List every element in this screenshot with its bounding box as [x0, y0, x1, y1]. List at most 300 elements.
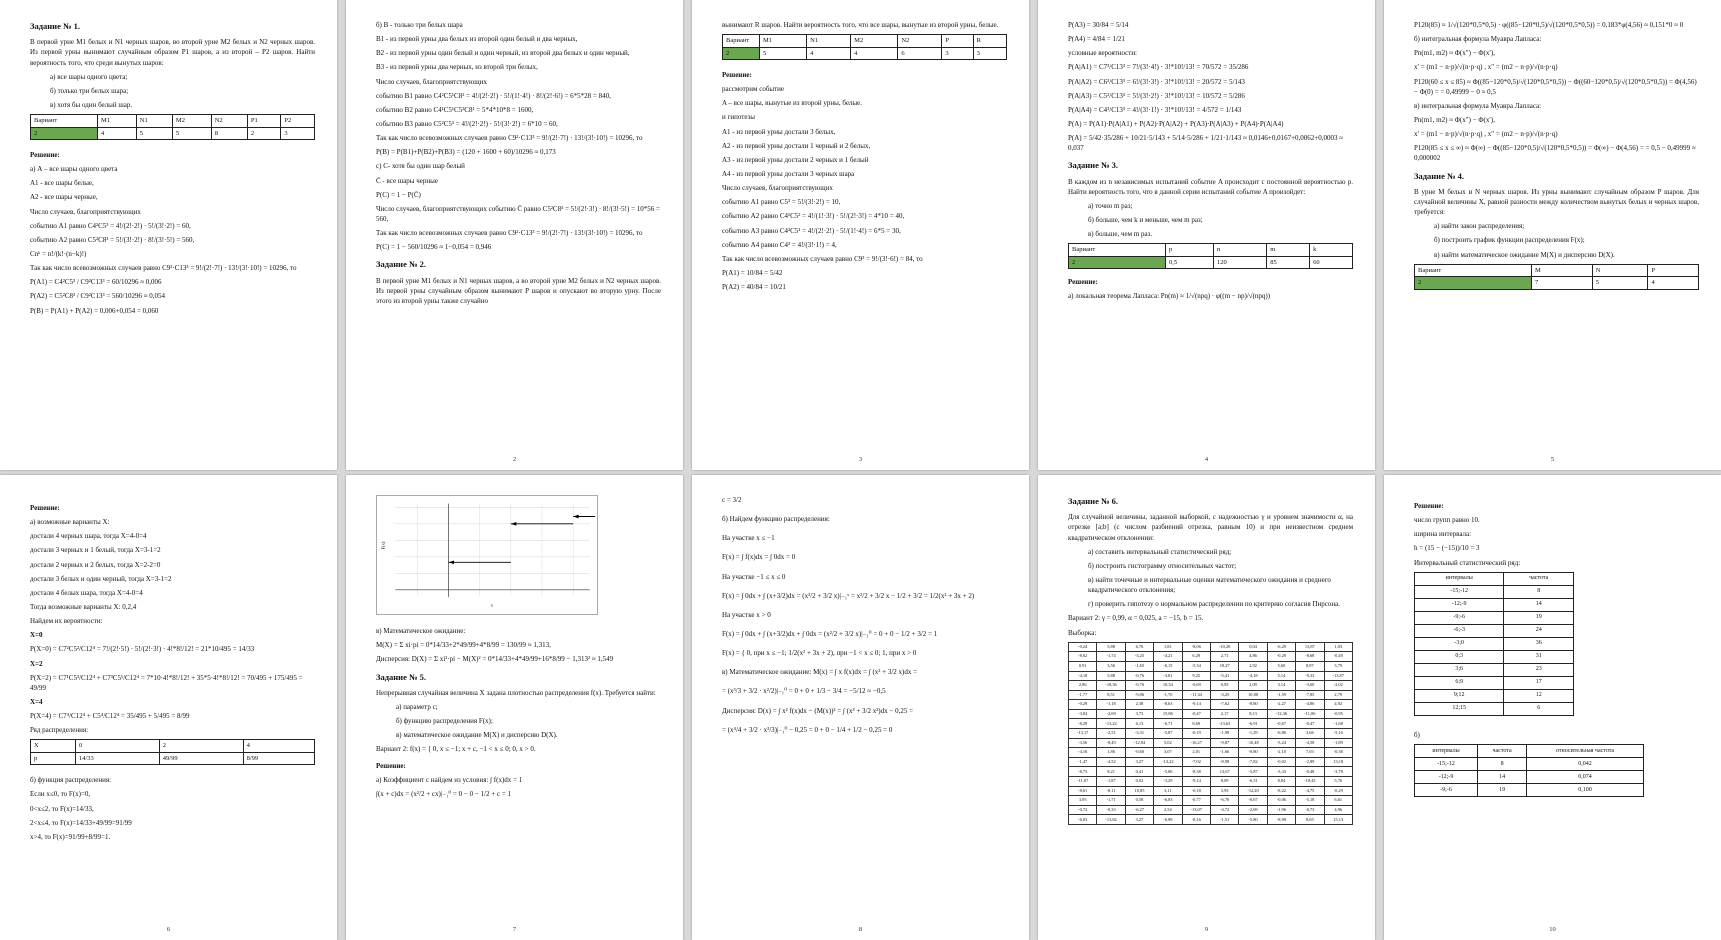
interval-cell: 12;15 — [1415, 702, 1504, 715]
sample-cell: -1,96 — [1267, 805, 1295, 815]
sample-cell: -0,95 — [1324, 709, 1352, 719]
sample-cell: 6,29 — [1182, 652, 1210, 662]
sample-cell: -0,67 — [1239, 796, 1267, 806]
sample-cell: 4,92 — [1324, 700, 1352, 710]
sample-cell: -10,28 — [1210, 642, 1238, 652]
text-line: Cnᵏ = n!/(k!·(n−k)!) — [30, 249, 87, 258]
text-line: Так как число всевозможных случаев равно C9³ = 9!/(3!·6!) = 84, то — [722, 254, 923, 263]
interval-cell: 17 — [1504, 676, 1574, 689]
text-line: P120(85 ≤ x ≤ ∞) ≈ Φ(∞) − Φ((85−120*0,5)/√(120*0,5*0,5)) = Φ(∞) − Φ(4,56) = = 0,5 − 0,49999 ≈ 0,000002 — [1414, 144, 1696, 163]
sample-cell: -6,31 — [1239, 777, 1267, 787]
td: 3 — [973, 47, 1006, 59]
solution-heading: Решение: — [30, 504, 60, 512]
sample-cell: 0,93 — [1210, 681, 1238, 691]
text-line: F(x) = ∫ 0dx + ∫ (x+3/2)dx = (x²/2 + 3/2 x)|₋₁ˣ = x²/2 + 3/2 x − 1/2 + 3/2 = 1/2(x² + 3x + 2) — [722, 591, 975, 600]
td: 2 — [159, 740, 243, 752]
task-6-title: Задание № 6. — [1068, 496, 1119, 506]
variant-table-1 — [30, 114, 315, 140]
sample-cell: 2,01 — [1182, 748, 1210, 758]
text-line: P120(85) ≈ 1/√(120*0,5*0,5) · φ((85−120*0,5)/√(120*0,5*0,5)) = 0,183*φ(4,56) ≈ 0,151*0 ≈ 0 — [1414, 21, 1684, 29]
page-number: 3 — [858, 455, 863, 463]
sample-cell: -8,38 — [1182, 767, 1210, 777]
interval-cell: 14 — [1504, 598, 1574, 611]
page-2 — [346, 0, 683, 470]
formula-x4: P(X=4) = C7⁴/C12⁴ + C5⁴/C12⁴ = 35/495 + 5/495 = 8/99 — [30, 712, 190, 721]
table-row — [1415, 624, 1574, 637]
page-1 — [0, 0, 337, 470]
sample-cell: -1,70 — [1154, 690, 1182, 700]
interval-cell: интервалы — [1415, 744, 1478, 757]
sample-cell: 0,58 — [1125, 796, 1153, 806]
option-b: б) функцию распределения F(x); — [396, 717, 493, 726]
text-line: событию A1 равно C5³ = 5!/(3!·2!) = 10, — [722, 198, 841, 207]
relative-frequency-table — [1414, 744, 1644, 797]
th: R — [973, 35, 1006, 47]
step-arrow-3 — [573, 515, 579, 519]
sample-cell: -8,90 — [1267, 815, 1295, 825]
sample-cell: -11,07 — [1069, 777, 1097, 787]
option-b: б) больше, чем k и меньше, чем m раз; — [1088, 216, 1203, 225]
text-line: Число случаев, благоприятствующих событию C̄ равно C5²C8³ = 5!/(2!·3!) · 8!/(3!·5!) = 10*56 = 560, — [376, 204, 660, 223]
option-c: в) больше, чем m раз. — [1088, 230, 1153, 239]
sample-cell: -2,10 — [1267, 748, 1295, 758]
variant-table-2 — [722, 34, 1007, 60]
sample-cell: -0,60 — [1125, 748, 1153, 758]
th: M — [1532, 264, 1593, 276]
sample-cell: -3,29 — [1154, 777, 1182, 787]
td: 60 — [1310, 256, 1353, 268]
page-number: 2 — [512, 455, 517, 463]
table-row — [1415, 689, 1574, 702]
table-row — [1069, 681, 1353, 691]
interval-cell: 3;6 — [1415, 663, 1504, 676]
sample-cell: 13,67 — [1210, 767, 1238, 777]
interval-cell: 9;12 — [1415, 689, 1504, 702]
td: 4 — [807, 47, 851, 59]
table-row — [1069, 671, 1353, 681]
sample-cell: 3,11 — [1154, 786, 1182, 796]
sample-cell: -4,52 — [1097, 757, 1125, 767]
solution-heading: Решение: — [722, 70, 752, 79]
laplace-local: а) локальная теорема Лапласа: Pn(m) ≈ 1/√(npq) · φ((m − np)/√(npq)) — [1068, 292, 1271, 301]
text-line: P(C) = 1 − 560/10296 ≈ 1−0,054 = 0,946 — [376, 243, 492, 252]
interval-width-formula: h = (15 − (−15))/10 = 3 — [1414, 544, 1480, 553]
table-row — [1415, 663, 1574, 676]
sample-cell: -5,41 — [1210, 671, 1238, 681]
text-line: событию A2 равно C5²C8³ = 5!/(3!·2!) · 8!/(3!·5!) = 560, — [30, 235, 195, 244]
sample-cell: -3,56 — [1069, 738, 1097, 748]
table-row — [1069, 652, 1353, 662]
interval-cell: 19 — [1504, 611, 1574, 624]
td: 5 — [172, 127, 211, 139]
solution-lines — [376, 626, 661, 664]
text-line: Число случаев, благоприятствующих — [30, 207, 141, 216]
sample-cell: -12,36 — [1267, 709, 1295, 719]
interval-cell: интервалы — [1415, 572, 1504, 585]
sample-cell: 9,25 — [1182, 671, 1210, 681]
task-6-variant: Вариант 2: γ = 0,99, α = 0,025, a = −15, b = 15. — [1068, 614, 1204, 623]
sample-cell: -3,25 — [1210, 690, 1238, 700]
td: 4 — [1648, 277, 1699, 289]
text-line: На участке x > 0 — [722, 610, 771, 619]
variant-cell: 2 — [31, 127, 98, 139]
page-5 — [1384, 0, 1721, 470]
sample-cell: -7,02 — [1182, 757, 1210, 767]
step-arrow-1 — [449, 561, 455, 565]
sample-cell: -9,06 — [1125, 690, 1153, 700]
sample-cell: -1,66 — [1210, 748, 1238, 758]
task-4-intro: В урне M белых и N черных шаров. Из урны вынимают случайным образом P шаров. Для случайной величины X, равной разности между количеством вынутых белых и черных шаров, требуется: — [1414, 187, 1699, 217]
table-row — [1069, 690, 1353, 700]
table-row — [1415, 770, 1644, 783]
interval-series-title: Интервальный статистический ряд: — [1414, 558, 1521, 567]
text-line: 0<x≤2, то F(x)=14/33, — [30, 804, 94, 813]
text-line: P(A1) = C4²C5³ / C9²C13³ = 60/10296 ≈ 0,006 — [30, 278, 162, 287]
td: 120 — [1214, 256, 1267, 268]
sample-cell: 8,09 — [1210, 777, 1238, 787]
sample-cell: -0,48 — [1296, 767, 1324, 777]
table-header-row — [1415, 744, 1644, 757]
sample-cell: -1,74 — [1097, 652, 1125, 662]
sample-table — [1068, 642, 1353, 825]
sample-cell: -18,36 — [1097, 681, 1125, 691]
sample-cell: 6,13 — [1125, 719, 1153, 729]
text-line: A2 - все шары черные, — [30, 193, 98, 202]
sample-cell: 1,81 — [1154, 642, 1182, 652]
page-number: 4 — [1204, 455, 1209, 463]
page-3 — [692, 0, 1029, 470]
sample-cell: -13,22 — [1097, 719, 1125, 729]
task-2-title: Задание № 2. — [376, 259, 427, 270]
td: 4 — [98, 127, 137, 139]
sample-cell: 8,69 — [1182, 719, 1210, 729]
sample-cell: 2,17 — [1210, 709, 1238, 719]
table-row — [1069, 719, 1353, 729]
task-3-options — [1068, 201, 1353, 239]
option-c: в) математическое ожидание M(X) и дисперсию D(X). — [396, 731, 558, 740]
th: k — [1310, 244, 1353, 256]
sample-cell: 6,76 — [1125, 642, 1153, 652]
solution-heading: Решение: — [1068, 278, 1098, 287]
distribution-table — [30, 739, 315, 765]
sample-cell: -0,02 — [1267, 757, 1295, 767]
text-line: Число случаев, благоприятствующих — [722, 184, 833, 193]
sample-cell: -3,60 — [1296, 681, 1324, 691]
sample-cell: -1,68 — [1324, 719, 1352, 729]
sample-cell: -1,59 — [1267, 690, 1295, 700]
sample-cell: -13,87 — [1324, 671, 1352, 681]
interval-cell: 31 — [1504, 650, 1574, 663]
text-line: в) Математическое ожидание: — [376, 627, 466, 636]
sample-cell: -13,07 — [1182, 805, 1210, 815]
text-line: Дисперсия: D(x) = ∫ x² f(x)dx − (M(x))² = ∫ (x³ + 3/2 x²)dx − 0,25 = — [722, 706, 914, 715]
sample-cell: -5,87 — [1154, 729, 1182, 739]
sample-cell: 1,86 — [1097, 748, 1125, 758]
text-line: x>4, то F(x)=91/99+8/99=1. — [30, 832, 111, 841]
sample-cell: -6,98 — [1154, 815, 1182, 825]
sample-cell: -12,20 — [1239, 786, 1267, 796]
task-2-intro: В первой урне M1 белых и N1 черных шаров, а во второй урне M2 белых и N2 черных шаров. Из первой урны случайным образом вынимают P шаров и опускают во вторую урну. После этого из второй урны также случайно — [376, 276, 661, 305]
interval-cell: 8 — [1504, 585, 1574, 598]
th: P — [1648, 264, 1699, 276]
task-5-variant: Вариант 2: f(x) = { 0, x ≤ −1; x + c, −1 < x ≤ 0; 0, x > 0. — [376, 745, 536, 754]
interval-cell: 14 — [1478, 770, 1527, 783]
sample-cell: -5,24 — [1267, 738, 1295, 748]
sample-cell: -0,72 — [1069, 805, 1097, 815]
sample-cell: 0,41 — [1125, 767, 1153, 777]
sample-cell: 10,88 — [1239, 690, 1267, 700]
sample-cell: -8,61 — [1069, 786, 1097, 796]
th: M1 — [98, 115, 137, 127]
option-c: в) найти точечные и интервальные оценки математического ожидания и среднего квадратического отклонения; — [1088, 576, 1331, 595]
text-line: рассмотрим событие — [722, 85, 785, 94]
sample-cell: -3,04 — [1069, 709, 1097, 719]
sample-cell: 5,88 — [1097, 642, 1125, 652]
page-number: 6 — [166, 925, 171, 933]
sample-cell: -0,76 — [1125, 681, 1153, 691]
page-8 — [692, 475, 1029, 940]
text-line: и гипотезы — [722, 113, 755, 122]
solution-lines — [722, 84, 1007, 292]
sample-cell: -2,02 — [1324, 681, 1352, 691]
page-4 — [1038, 0, 1375, 470]
table-row — [1415, 676, 1574, 689]
text-line: A4 - из первой урны достали 3 черных шара — [722, 169, 855, 178]
sample-cell: -0,76 — [1125, 671, 1153, 681]
task-3-intro: В каждом из n независимых испытаний событие A происходит с постоянной вероятностью p. Найти вероятность того, что в данной серии испытаний событие A произойдет: — [1068, 177, 1353, 196]
text-line: достали 3 черных и 1 белый, тогда X=3-1=2 — [30, 546, 161, 555]
text-line: а) возможные варианты X: — [30, 518, 110, 527]
sample-cell: -4,58 — [1296, 738, 1324, 748]
variant-table-4 — [1414, 264, 1699, 290]
interval-width-label: ширина интервала: — [1414, 530, 1472, 539]
sample-cell: 0,04 — [1239, 642, 1267, 652]
interval-cell: 0,074 — [1527, 770, 1644, 783]
table-row — [1069, 661, 1353, 671]
task-1-title: Задание № 1. — [30, 21, 81, 31]
th: p — [1166, 244, 1214, 256]
text-line: P(A|A2) = C6³/C13³ = 6!/(3!·3!) · 3!*10!/13! = 20/572 = 5/143 — [1068, 77, 1245, 86]
text-line: а) А – все шары одного цвета — [30, 165, 118, 174]
text-line: = (x³/3 + 3/2 · x²/2)|₋₁⁰ = 0 + 0 + 1/3 − 3/4 = −5/12 ≈ −0,5 — [722, 687, 886, 696]
sample-cell: 3,79 — [1324, 661, 1352, 671]
th: Вариант — [31, 115, 98, 127]
td: 6 — [898, 47, 942, 59]
td: 0,5 — [1166, 256, 1214, 268]
sample-cell: -8,22 — [1267, 786, 1295, 796]
text-line: б) интегральная формула Муавра Лапласа: — [1414, 35, 1542, 44]
sample-cell: -4,72 — [1210, 805, 1238, 815]
table-row — [1069, 709, 1353, 719]
sample-cell: 5,60 — [1267, 661, 1295, 671]
sample-cell: 5,02 — [1154, 738, 1182, 748]
sample-cell: -2,69 — [1239, 805, 1267, 815]
sample-cell: 3,95 — [1069, 796, 1097, 806]
page-7 — [346, 475, 683, 940]
option-b: б) только три белых шара; — [50, 86, 129, 95]
sample-cell: -1,18 — [1097, 700, 1125, 710]
table-row — [1069, 757, 1353, 767]
td: 49/99 — [159, 752, 243, 764]
sample-cell: 3,27 — [1125, 815, 1153, 825]
text-line: M(X) = Σ xi·pi = 0*14/33+2*49/99+4*8/99 = 130/99 ≈ 1,313, — [376, 641, 551, 650]
interval-cell: 0;3 — [1415, 650, 1504, 663]
sample-cell: -8,98 — [1210, 757, 1238, 767]
page-number: 7 — [512, 925, 517, 933]
option-a: а) все шары одного цвета; — [50, 72, 128, 81]
sample-cell: -1,65 — [1125, 661, 1153, 671]
text-line: B1 - из первой урны два белых из второй один белый и два черных, — [376, 35, 578, 44]
sample-cell: -11,34 — [1182, 690, 1210, 700]
td: X — [31, 740, 76, 752]
sample-cell: -6,03 — [1154, 796, 1182, 806]
td: 0 — [75, 740, 159, 752]
table-row — [1415, 783, 1644, 796]
task-5-title: Задание № 5. — [376, 671, 427, 682]
text-line: P(A) = 5/42·35/286 + 10/21·5/143 + 5/14·5/286 + 1/21·1/143 ≈ 0,0146+0,0167+0,0062+0,0003 ≈ 0,037 — [1068, 134, 1344, 153]
th: Вариант — [723, 35, 760, 47]
formula-x0: P(X=0) = C7²C5²/C12⁴ = 7!/(2!·5!) · 5!/(2!·3!) · 4!*8!/12! = 21*10/495 = 14/33 — [30, 645, 255, 654]
sample-cell: -9,33 — [1296, 671, 1324, 681]
option-a: а) найти закон распределения; — [1434, 222, 1525, 231]
sample-cell: -1,98 — [1210, 729, 1238, 739]
th: P — [942, 35, 973, 47]
sample-cell: -6,15 — [1154, 661, 1182, 671]
sample-cell: -0,33 — [1097, 805, 1125, 815]
solution-heading: Решение: — [30, 151, 60, 159]
sample-cell: -5,80 — [1239, 815, 1267, 825]
page-number: 8 — [858, 925, 863, 933]
text-line: P120(60 ≤ x ≤ 85) ≈ Φ((85−120*0,5)/√(120*0,5*0,5)) − Φ((60−120*0,5)/√(120*0,5*0,5)) = Φ(4,56) − Φ(0) = = 0,49999 − 0 ≈ 0,5 — [1414, 77, 1697, 96]
sample-cell: -3,33 — [1267, 767, 1295, 777]
variant-table-3 — [1068, 243, 1353, 269]
sample-cell: 8,51 — [1097, 690, 1125, 700]
text-line: Найдем их вероятности: — [30, 617, 103, 626]
text-line: F(x) = { 0, при x ≤ −1; 1/2(x² + 3x + 2), при −1 < x ≤ 0; 1, при x > 0 — [722, 649, 917, 658]
sample-cell: -2,51 — [1097, 729, 1125, 739]
page-6 — [0, 475, 337, 940]
table-row — [1415, 598, 1574, 611]
text-line: P(B) = P(A1) + P(A2) = 0,006+0,054 = 0,060 — [30, 306, 159, 315]
variant-cell: 2 — [1415, 277, 1532, 289]
sample-cell: 2,09 — [1239, 681, 1267, 691]
page-number: 10 — [1549, 925, 1556, 933]
text-line: достали 3 белых и один черный, тогда X=3-1=2 — [30, 574, 172, 583]
sample-cell: -5,18 — [1296, 796, 1324, 806]
sample-cell: 2,38 — [1125, 700, 1153, 710]
interval-cell: 0,100 — [1527, 783, 1644, 796]
table-row — [1415, 702, 1574, 715]
th: N1 — [807, 35, 851, 47]
td: 5 — [136, 127, 172, 139]
sample-cell: -18,43 — [1296, 777, 1324, 787]
th: Вариант — [1415, 264, 1532, 276]
option-d: г) проверить гипотезу о нормальном распределении по критерию согласия Пирсона. — [1088, 600, 1340, 609]
task-1-options — [30, 72, 315, 110]
sample-cell: 18,27 — [1210, 661, 1238, 671]
text-line: = (x⁴/4 + 3/2 · x³/3)|₋₁⁰ − 0,25 = 0 + 0 − 1/4 + 1/2 − 0,25 = 0 — [722, 725, 893, 734]
text-line: в) интегральная формула Муавра Лапласа: — [1414, 101, 1542, 110]
sample-cell: -8,06 — [1182, 642, 1210, 652]
sample-cell: 13,87 — [1296, 642, 1324, 652]
sample-cell: 15,13 — [1324, 815, 1352, 825]
td: 7 — [1532, 277, 1593, 289]
table-row — [1069, 796, 1353, 806]
sample-cell: -8,80 — [1239, 700, 1267, 710]
sample-cell: -12,84 — [1125, 738, 1153, 748]
variant-cell: 2 — [1069, 256, 1166, 268]
sample-cell: 10,85 — [1125, 786, 1153, 796]
th: N — [1592, 264, 1648, 276]
text-line: P(A|A3) = C5³/C13³ = 5!/(3!·2!) · 3!*10!/13! = 10/572 = 5/286 — [1068, 91, 1245, 100]
text-line: Дисперсия: D(X) = Σ xi²·pi − M(X)² = 0*14/33+4*49/99+16*8/99 − 1,313² ≈ 1,549 — [376, 655, 614, 664]
sample-cell: -4,18 — [1239, 671, 1267, 681]
sample-cell: -5,87 — [1239, 767, 1267, 777]
sample-cell: -0,49 — [1324, 652, 1352, 662]
sample-cell: 4,86 — [1239, 652, 1267, 662]
text-line: F(x) = ∫ 0dx + ∫ (x+3/2)dx + ∫ 0dx = (x²/2 + 3/2 x)|₋₁⁰ = 0 + 0 − 1/2 + 3/2 = 1 — [722, 629, 938, 638]
sample-cell: -4,86 — [1296, 700, 1324, 710]
interval-cell: -3;0 — [1415, 637, 1504, 650]
sample-cell: 8,87 — [1296, 661, 1324, 671]
interval-cell: частота — [1504, 572, 1574, 585]
text-line: F(x) = ∫ f(x)dx = ∫ 0dx = 0 — [722, 553, 796, 562]
sample-cell: -0,06 — [1267, 796, 1295, 806]
text-line: Если x≤0, то F(x)=0, — [30, 790, 91, 799]
variant-cell: 2 — [723, 47, 760, 59]
option-a: а) параметр c; — [396, 703, 438, 712]
interval-cell: -15;-12 — [1415, 757, 1478, 770]
text-line: событию B2 равно C4¹C5¹C5²C8¹ = 5*4*10*8 = 1600, — [376, 105, 534, 114]
text-line: б) Найдем функцию распределения: — [722, 515, 830, 524]
sample-cell: -8,11 — [1097, 786, 1125, 796]
sample-cell: 6,61 — [1324, 796, 1352, 806]
solution-lines — [1068, 20, 1353, 153]
sample-cell: -4,21 — [1154, 652, 1182, 662]
table-row — [1415, 611, 1574, 624]
table-row — [1415, 757, 1644, 770]
text-line: B3 - из первой урны два черных, из второй три белых, — [376, 63, 538, 72]
distribution-function-chart — [376, 495, 598, 615]
sample-cell: 10,34 — [1154, 681, 1182, 691]
page-number: 9 — [1204, 925, 1209, 933]
text-line: в) Математическое ожидание: M(x) = ∫ x f(x)dx = ∫ (x² + 3/2 x)dx = — [722, 668, 918, 677]
sample-label: Выборка: — [1068, 628, 1097, 637]
table-row — [1069, 738, 1353, 748]
interval-cell: 24 — [1504, 624, 1574, 637]
text-line: P(A1) = 10/84 = 5/42 — [722, 268, 783, 277]
task-1-intro: В первой урне M1 белых и N1 черных шаров, во второй урне M2 белых и N2 черных шаров. Из первой урны вынимают случайным образом P1 шаров, а из второй – P2 шаров. Найти вероятность того, что среди вынутых шаров: — [30, 38, 315, 67]
sample-cell: -9,87 — [1210, 738, 1238, 748]
sample-cell: 2,54 — [1154, 805, 1182, 815]
text-line: A1 - все шары белые, — [30, 179, 94, 188]
sample-cell: -13,63 — [1210, 719, 1238, 729]
text-line: Pn(m1, m2) ≈ Φ(x″) − Φ(x′), — [1414, 49, 1495, 58]
sample-cell: 8,21 — [1097, 767, 1125, 777]
coef-condition: а) Коэффициент c найдем из условия: ∫ f(x)dx = 1 — [376, 775, 523, 784]
sample-cell: -3,78 — [1324, 767, 1352, 777]
case-x2: X=2 — [30, 659, 43, 668]
sample-cell: 0,91 — [1069, 661, 1097, 671]
sample-cell: -8,29 — [1069, 719, 1097, 729]
case-x4: X=4 — [30, 697, 43, 706]
th: N1 — [136, 115, 172, 127]
sample-cell: -4,16 — [1069, 748, 1097, 758]
option-c: в) найти математическое ожидание M(X) и дисперсию D(X). — [1434, 250, 1615, 259]
sample-cell: -13,22 — [1154, 757, 1182, 767]
text-line: достали 2 черных и 2 белых, тогда X=2-2=0 — [30, 560, 161, 569]
solution-lines — [722, 495, 1007, 735]
